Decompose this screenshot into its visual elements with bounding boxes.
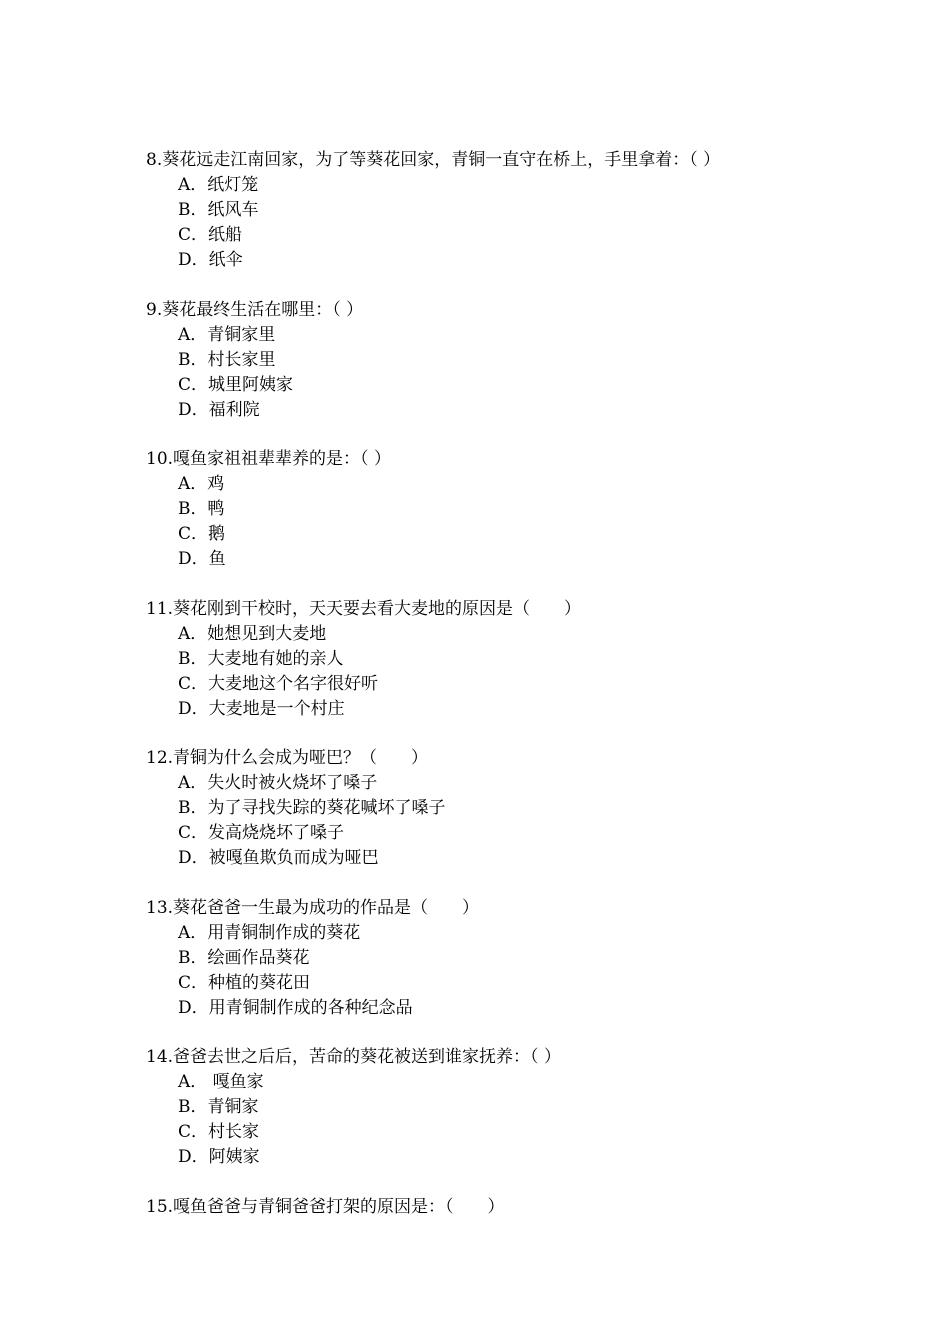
option-c: C．种植的葵花田	[178, 972, 311, 993]
question-list	[146, 148, 846, 1244]
option-d: D．纸伞	[178, 250, 243, 270]
question-14	[146, 1045, 846, 1170]
option-c: C．发高烧烧坏了嗓子	[178, 823, 345, 843]
option-a: A．鸡	[178, 474, 225, 494]
question-stem: 11.葵花刚到干校时，天天要去看大麦地的原因是（ ）	[146, 598, 582, 619]
question-12	[146, 746, 846, 871]
option-d: D．被嘎鱼欺负而成为哑巴	[178, 848, 379, 868]
question-stem: 14.爸爸去世之后后，苦命的葵花被送到谁家抚养：（ ）	[146, 1047, 561, 1067]
option-d: D．福利院	[178, 399, 260, 420]
option-b: B．青铜家	[178, 1097, 259, 1117]
question-9	[146, 298, 846, 423]
option-b: B．绘画作品葵花	[178, 947, 310, 968]
option-a: A．她想见到大麦地	[178, 623, 327, 644]
question-stem: 15.嘎鱼爸爸与青铜爸爸打架的原因是：（ ）	[146, 1196, 505, 1217]
question-11	[146, 597, 846, 722]
option-d: D．鱼	[178, 549, 226, 569]
question-stem: 8.葵花远走江南回家，为了等葵花回家，青铜一直守在桥上，手里拿着：（ ）	[146, 150, 721, 170]
option-a: A．青铜家里	[178, 324, 276, 345]
option-d: D．大麦地是一个村庄	[178, 698, 345, 719]
option-c: C．村长家	[178, 1122, 260, 1142]
question-stem: 13.葵花爸爸一生最为成功的作品是（ ）	[146, 897, 480, 918]
option-b: B．鸭	[178, 499, 225, 519]
question-stem: 9.葵花最终生活在哪里：（ ）	[146, 299, 364, 320]
option-b: B．村长家里	[178, 349, 276, 370]
option-a: A．失火时被火烧坏了嗓子	[178, 773, 378, 793]
option-c: C．大麦地这个名字很好听	[178, 673, 379, 694]
option-b: B．纸风车	[178, 200, 259, 220]
question-10	[146, 447, 846, 572]
option-c: C．鹅	[178, 524, 226, 544]
option-a: A．用青铜制作成的葵花	[178, 922, 361, 943]
question-13	[146, 896, 846, 1021]
option-d: D．阿姨家	[178, 1147, 260, 1167]
option-c: C．纸船	[178, 225, 243, 245]
question-stem: 12.青铜为什么会成为哑巴？（ ）	[146, 748, 429, 768]
option-c: C．城里阿姨家	[178, 374, 294, 395]
option-b: B．大麦地有她的亲人	[178, 648, 344, 669]
option-a: A．纸灯笼	[178, 175, 259, 195]
option-a: A． 嘎鱼家	[178, 1072, 264, 1092]
option-d: D．用青铜制作成的各种纪念品	[178, 997, 413, 1018]
question-stem: 10.嘎鱼家祖祖辈辈养的是：（ ）	[146, 449, 391, 469]
question-15	[146, 1195, 846, 1220]
option-b: B．为了寻找失踪的葵花喊坏了嗓子	[178, 798, 446, 818]
question-8	[146, 148, 846, 273]
